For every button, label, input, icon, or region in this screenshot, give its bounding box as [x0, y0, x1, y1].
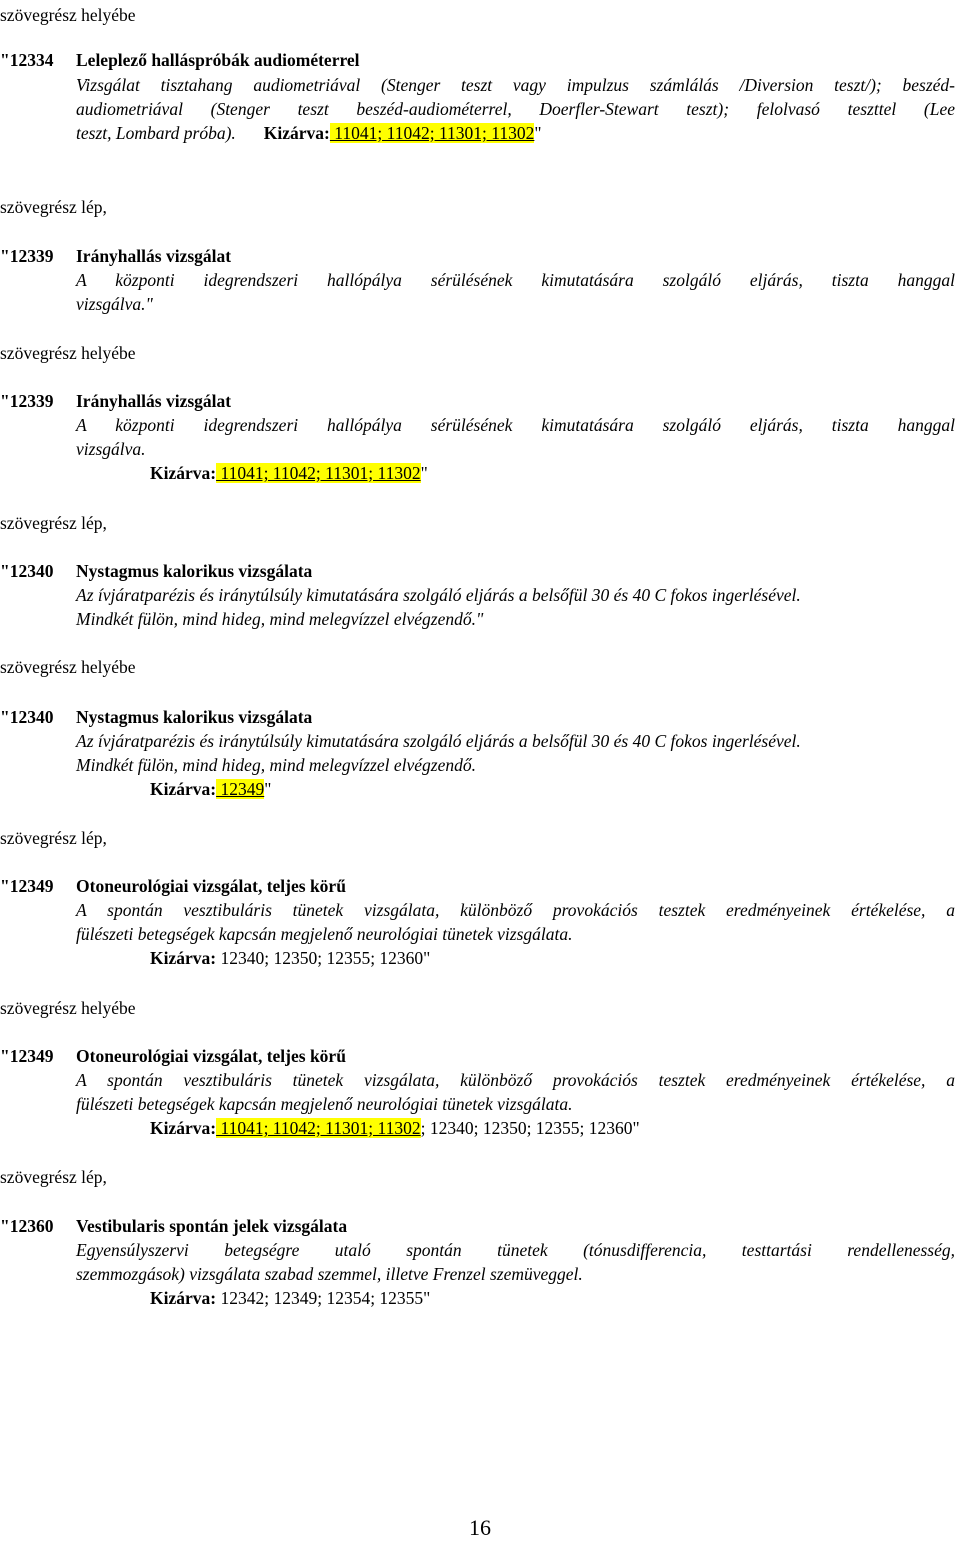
directive-replace: szövegrész helyébe [0, 343, 136, 363]
description-line: A spontán vesztibuláris tünetek vizsgálata, különböző provokációs tesztek eredményeinek értékelése, a [76, 1070, 955, 1090]
entry-description [76, 268, 955, 316]
exclusion-note [76, 1288, 430, 1308]
description-line: Vizsgálat tisztahang audiometriával (Stenger teszt vagy impulzus számlálás /Diversion teszt/); beszéd- [76, 75, 955, 95]
description-line: Mindkét fülön, mind hideg, mind melegvízzel elvégzendő. [76, 755, 476, 775]
entry-description [76, 1068, 955, 1140]
entry-description [76, 413, 955, 485]
exclusion-label: Kizárva: [150, 1118, 217, 1138]
directive-insert: szövegrész lép, [0, 513, 107, 533]
exclusion-note [76, 1118, 640, 1138]
exclusion-note [236, 123, 542, 143]
entry-code: "12339 [0, 391, 54, 411]
entry-heading [0, 705, 312, 729]
directive-insert: szövegrész lép, [0, 197, 107, 217]
entry-title: Nystagmus kalorikus vizsgálata [76, 561, 313, 581]
entry-heading [0, 1044, 346, 1068]
exclusion-tail: " [264, 779, 272, 799]
entry-code: "12349 [0, 876, 54, 896]
exclusion-codes-highlight: 11041; 11042; 11301; 11302 [216, 463, 421, 483]
description-line: Az ívjáratparézis és iránytúlsúly kimutatására szolgáló eljárás a belsőfül 30 és 40 C fokos ingerlésével. [76, 585, 801, 605]
entry-title: Otoneurológiai vizsgálat, teljes körű [76, 1046, 346, 1066]
exclusion-label: Kizárva: [150, 1288, 217, 1308]
description-line: Az ívjáratparézis és iránytúlsúly kimutatására szolgáló eljárás a belsőfül 30 és 40 C fokos ingerlésével. [76, 731, 801, 751]
entry-code: "12340 [0, 707, 54, 727]
entry-heading [0, 244, 231, 268]
description-line: fülészeti betegségek kapcsán megjelenő neurológiai tünetek vizsgálata. [76, 924, 573, 944]
description-line: szemmozgások) vizsgálata szabad szemmel, illetve Frenzel szemüveggel. [76, 1264, 583, 1284]
description-line [76, 1286, 955, 1310]
entry-title: Irányhallás vizsgálat [76, 391, 232, 411]
entry-code: "12334 [0, 50, 54, 70]
description-line: Egyensúlyszervi betegségre utaló spontán tünetek (tónusdifferencia, testtartási rendellenesség, [76, 1240, 955, 1260]
entry-description [76, 73, 955, 145]
directive-insert: szövegrész lép, [0, 1167, 107, 1187]
entry-description [76, 583, 955, 631]
entry-description [76, 729, 955, 801]
description-line: A központi idegrendszeri hallópálya sérülésének kimutatására szolgáló eljárás, tiszta hanggal [76, 270, 955, 290]
exclusion-codes: 12342; 12349; 12354; 12355" [216, 1288, 431, 1308]
entry-code: "12340 [0, 561, 54, 581]
description-line: Mindkét fülön, mind hideg, mind melegvízzel elvégzendő." [76, 609, 484, 629]
entry-heading [0, 559, 312, 583]
description-line: A spontán vesztibuláris tünetek vizsgálata, különböző provokációs tesztek eredményeinek értékelése, a [76, 900, 955, 920]
exclusion-tail: ; 12340; 12350; 12355; 12360" [420, 1118, 640, 1138]
exclusion-note [76, 948, 430, 968]
directive-insert: szövegrész lép, [0, 828, 107, 848]
directive-replace: szövegrész helyébe [0, 998, 136, 1018]
exclusion-label: Kizárva: [150, 463, 217, 483]
description-line: audiometriával (Stenger teszt beszéd-audiométerrel, Doerfler-Stewart teszt); felolvasó teszttel (Lee [76, 99, 955, 119]
description-line [76, 461, 955, 485]
entry-code: "12339 [0, 246, 54, 266]
entry-description [76, 1238, 955, 1310]
description-line [76, 946, 955, 970]
entry-heading [0, 48, 360, 72]
description-line: fülészeti betegségek kapcsán megjelenő neurológiai tünetek vizsgálata. [76, 1094, 573, 1114]
description-line [76, 1116, 955, 1140]
description-line [76, 777, 955, 801]
exclusion-label: Kizárva: [150, 779, 217, 799]
description-line: teszt, Lombard próba). Kizárva: 11041; 11042; 11301; 11302" [76, 123, 542, 143]
entry-heading [0, 874, 346, 898]
page-number: 16 [469, 1515, 491, 1540]
entry-heading [0, 1214, 347, 1238]
entry-heading [0, 389, 231, 413]
description-line: vizsgálva." [76, 294, 153, 314]
entry-title: Leleplező halláspróbák audiométerrel [76, 50, 360, 70]
exclusion-label: Kizárva: [263, 123, 330, 143]
exclusion-codes-highlight: 12349 [216, 779, 265, 799]
description-line: A központi idegrendszeri hallópálya sérülésének kimutatására szolgáló eljárás, tiszta hanggal [76, 415, 955, 435]
exclusion-codes: 12340; 12350; 12355; 12360" [216, 948, 431, 968]
entry-code: "12349 [0, 1046, 54, 1066]
exclusion-note [76, 779, 271, 799]
exclusion-codes-highlight: 11041; 11042; 11301; 11302 [216, 1118, 421, 1138]
exclusion-tail: " [420, 463, 428, 483]
exclusion-codes-highlight: 11041; 11042; 11301; 11302 [329, 123, 535, 143]
description-line: vizsgálva. [76, 439, 146, 459]
entry-title: Otoneurológiai vizsgálat, teljes körű [76, 876, 346, 896]
exclusion-tail: " [534, 123, 542, 143]
entry-title: Irányhallás vizsgálat [76, 246, 232, 266]
entry-code: "12360 [0, 1216, 54, 1236]
entry-description [76, 898, 955, 970]
entry-title: Vestibularis spontán jelek vizsgálata [76, 1216, 348, 1236]
entry-title: Nystagmus kalorikus vizsgálata [76, 707, 313, 727]
exclusion-label: Kizárva: [150, 948, 217, 968]
directive-replace: szövegrész helyébe [0, 657, 136, 677]
directive-replace: szövegrész helyébe [0, 5, 136, 25]
exclusion-note [76, 463, 428, 483]
